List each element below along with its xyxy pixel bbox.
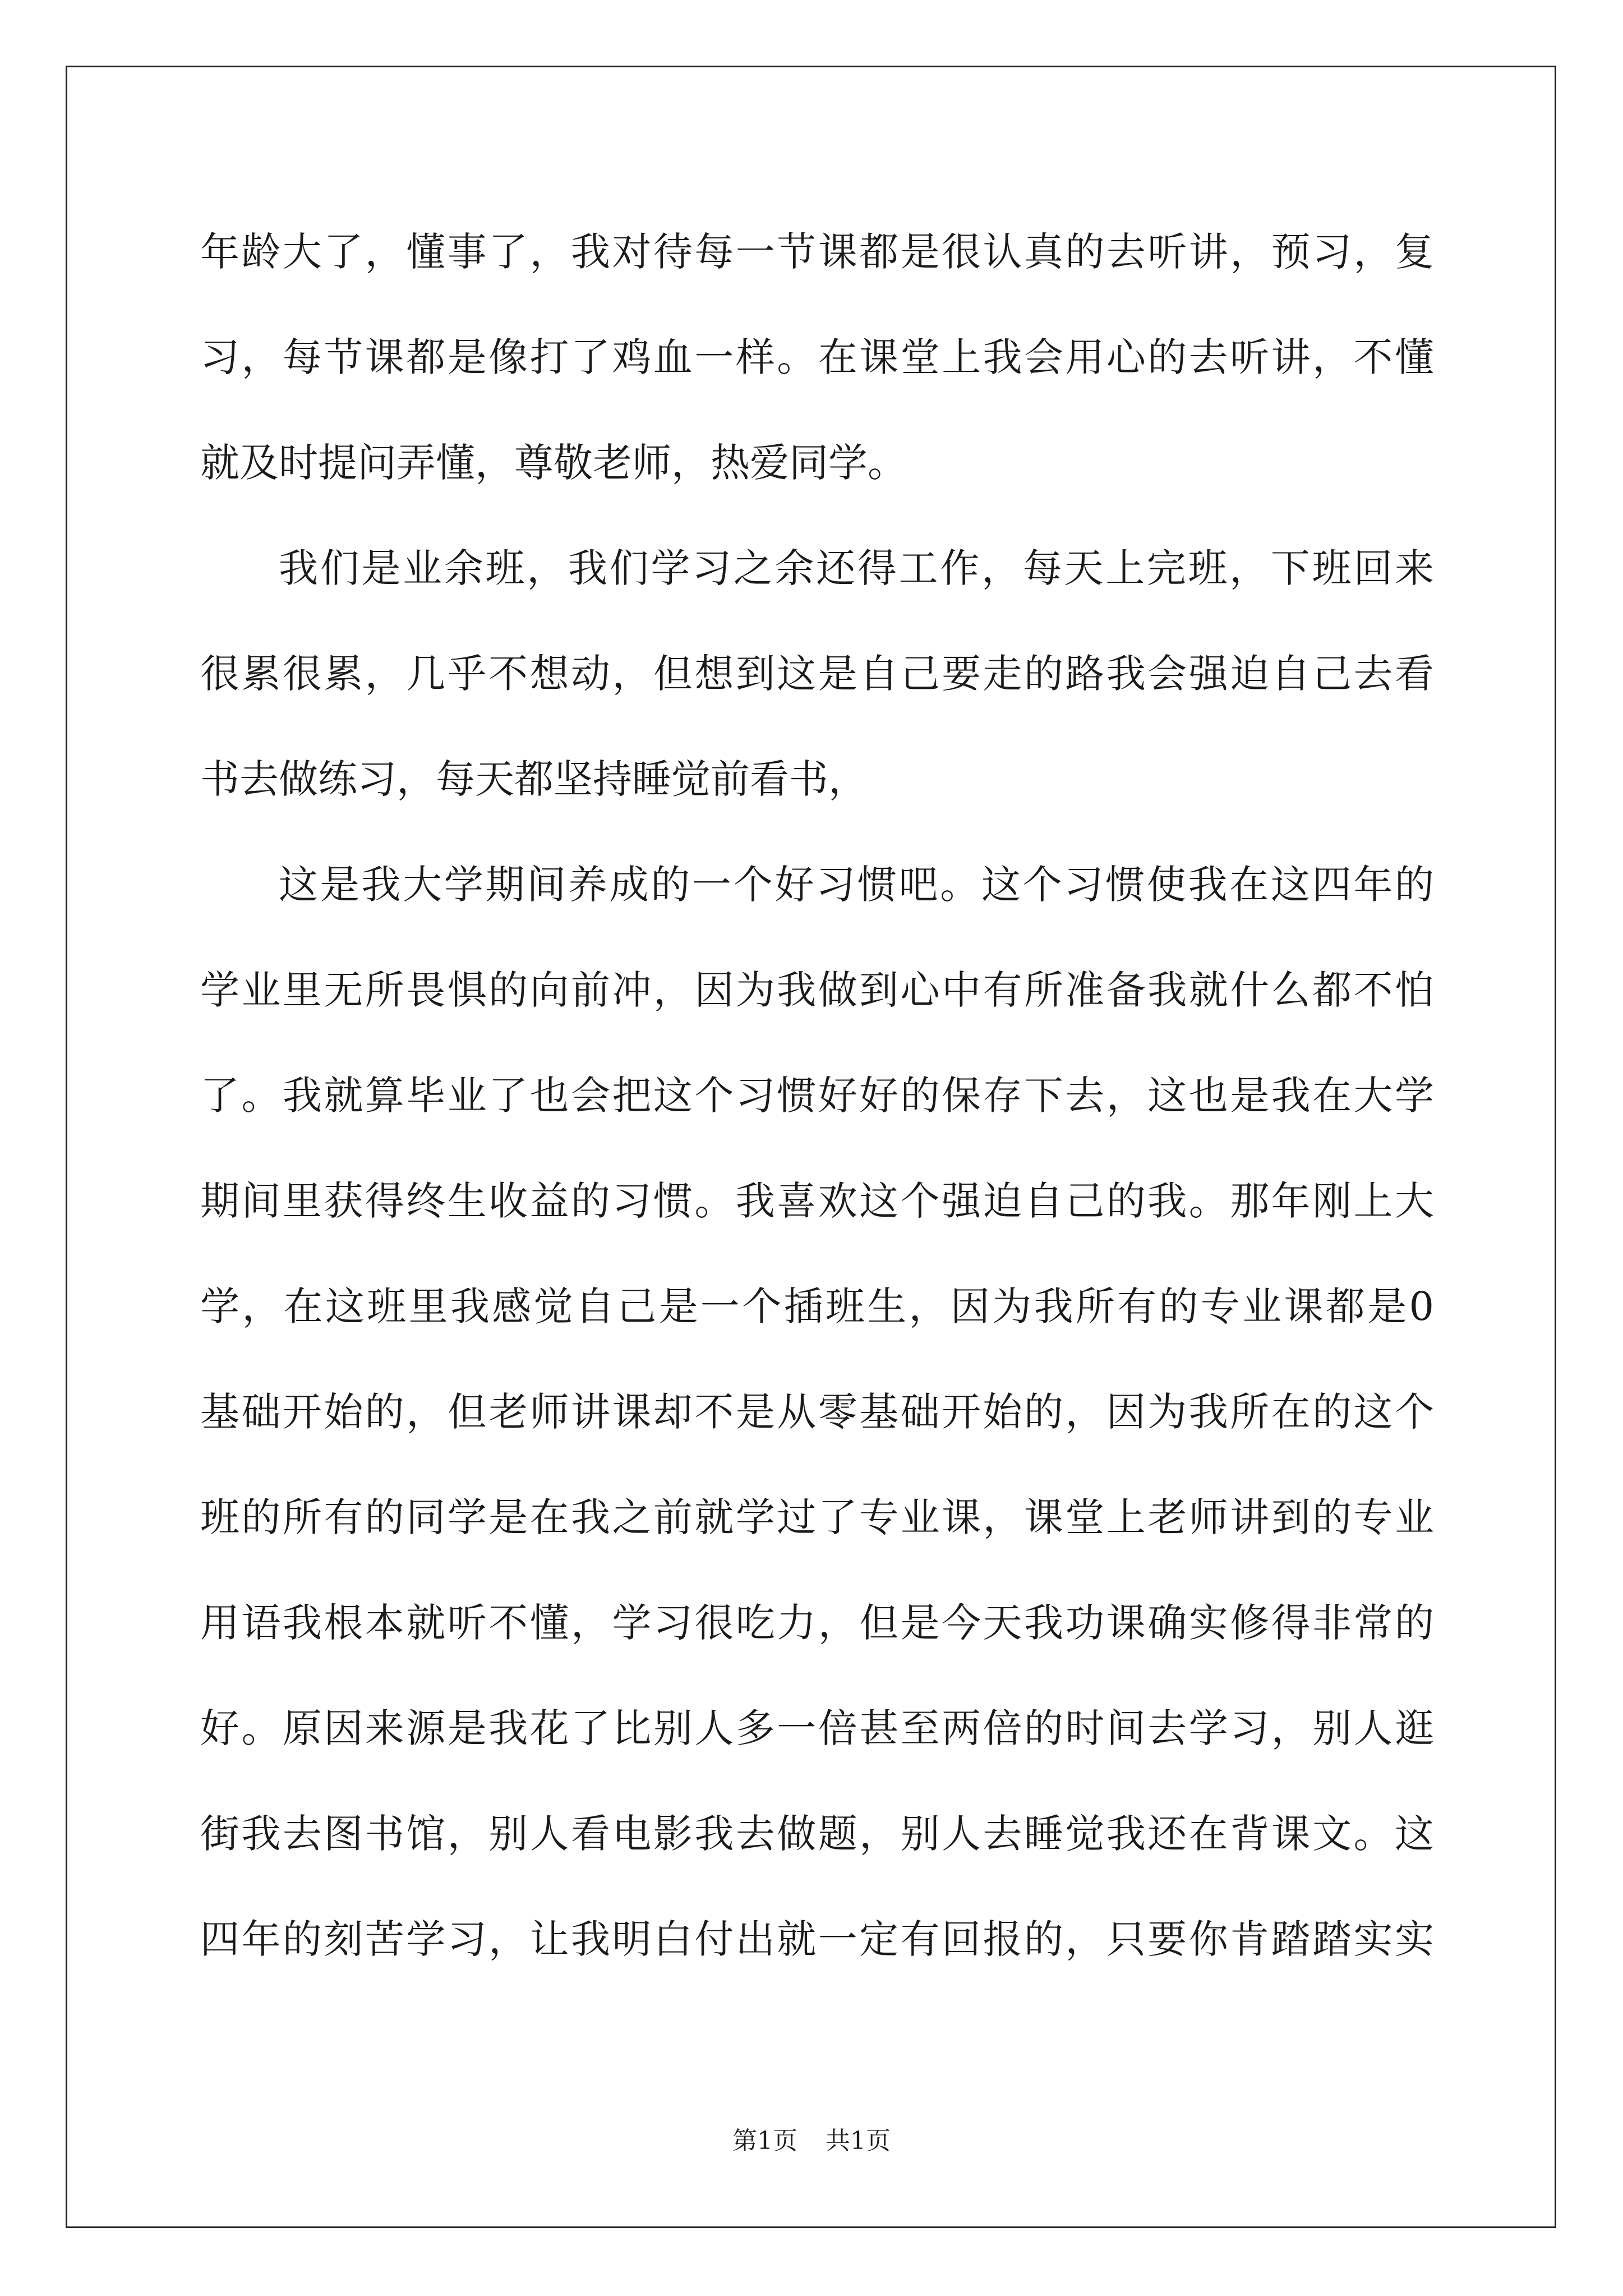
page-number: 第1页 (732, 2127, 797, 2155)
text-line: 期间里获得终生收益的习惯。我喜欢这个强迫自己的我。那年刚上大 (200, 1178, 1434, 1224)
text-line: 习，每节课都是像打了鸡血一样。在课堂上我会用心的去听讲，不懂 (200, 334, 1434, 380)
text-line: 街我去图书馆，别人看电影我去做题，别人去睡觉我还在背课文。这 (200, 1811, 1434, 1857)
text-line: 年龄大了，懂事了，我对待每一节课都是很认真的去听讲，预习，复 (200, 229, 1434, 275)
document-body (200, 199, 1434, 1992)
text-line: 就及时提问弄懂，尊敬老师，热爱同学。 (200, 440, 907, 486)
text-line: 用语我根本就听不懂，学习很吃力，但是今天我功课确实修得非常的 (200, 1600, 1434, 1646)
text-line: 了。我就算毕业了也会把这个习惯好好的保存下去，这也是我在大学 (200, 1073, 1434, 1119)
text-line: 好。原因来源是我花了比别人多一倍甚至两倍的时间去学习，别人逛 (200, 1705, 1434, 1751)
paragraph-first-line: 这是我大学期间养成的一个好习惯吧。这个习惯使我在这四年的 (279, 862, 1434, 908)
text-line: 四年的刻苦学习，让我明白付出就一定有回报的，只要你肯踏踏实实 (200, 1916, 1434, 1962)
text-line: 书去做练习，每天都坚持睡觉前看书， (200, 756, 868, 802)
text-line: 很累很累，几乎不想动，但想到这是自己要走的路我会强迫自己去看 (200, 651, 1434, 697)
paragraph-first-line: 我们是业余班，我们学习之余还得工作，每天上完班，下班回来 (279, 545, 1434, 591)
text-line: 班的所有的同学是在我之前就学过了专业课，课堂上老师讲到的专业 (200, 1494, 1434, 1540)
text-line: 学，在这班里我感觉自己是一个插班生，因为我所有的专业课都是0 (200, 1283, 1434, 1329)
page-total: 共1页 (826, 2127, 891, 2155)
text-line: 学业里无所畏惧的向前冲，因为我做到心中有所准备我就什么都不怕 (200, 967, 1434, 1013)
text-line: 基础开始的，但老师讲课却不是从零基础开始的，因为我所在的这个 (200, 1389, 1434, 1435)
page-footer (0, 2120, 1623, 2156)
